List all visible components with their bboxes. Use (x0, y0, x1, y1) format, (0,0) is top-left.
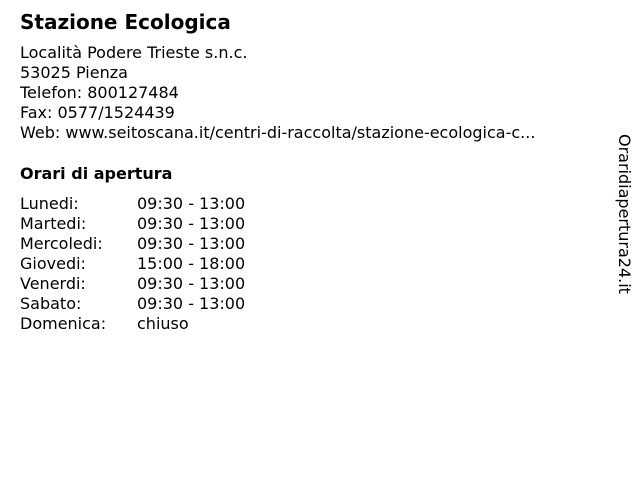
website-link[interactable]: Web: www.seitoscana.it/centri-di-raccolta/stazione-ecologica-c... (20, 123, 536, 142)
address-line-2: 53025 Pienza (20, 63, 128, 82)
hours-row-thursday (20, 254, 245, 274)
contact-info (20, 43, 535, 143)
hours-row-friday (20, 274, 245, 294)
hours-value: 09:30 - 13:00 (137, 274, 246, 293)
hours-row-sunday (20, 314, 245, 334)
hours-row-saturday (20, 294, 245, 314)
opening-hours-table (20, 194, 245, 334)
day-label: Mercoledi: (20, 234, 103, 253)
day-label: Lunedi: (20, 194, 79, 213)
day-label: Domenica: (20, 314, 107, 333)
hours-value: 15:00 - 18:00 (137, 254, 246, 273)
hours-row-tuesday (20, 214, 245, 234)
hours-row-monday (20, 194, 245, 214)
day-label: Sabato: (20, 294, 82, 313)
day-label: Venerdi: (20, 274, 86, 293)
opening-hours-heading: Orari di apertura (20, 164, 173, 183)
hours-row-wednesday (20, 234, 245, 254)
site-watermark-text: Oraridiapertura24.it (615, 134, 634, 294)
page-title: Stazione Ecologica (20, 10, 231, 34)
hours-value: chiuso (137, 314, 189, 333)
day-label: Giovedi: (20, 254, 86, 273)
hours-value: 09:30 - 13:00 (137, 214, 246, 233)
fax-number: Fax: 0577/1524439 (20, 103, 175, 122)
address-line-1: Località Podere Trieste s.n.c. (20, 43, 248, 62)
site-watermark (612, 134, 636, 314)
hours-value: 09:30 - 13:00 (137, 234, 246, 253)
day-label: Martedi: (20, 214, 87, 233)
hours-value: 09:30 - 13:00 (137, 194, 246, 213)
phone-number: Telefon: 800127484 (20, 83, 179, 102)
hours-value: 09:30 - 13:00 (137, 294, 246, 313)
